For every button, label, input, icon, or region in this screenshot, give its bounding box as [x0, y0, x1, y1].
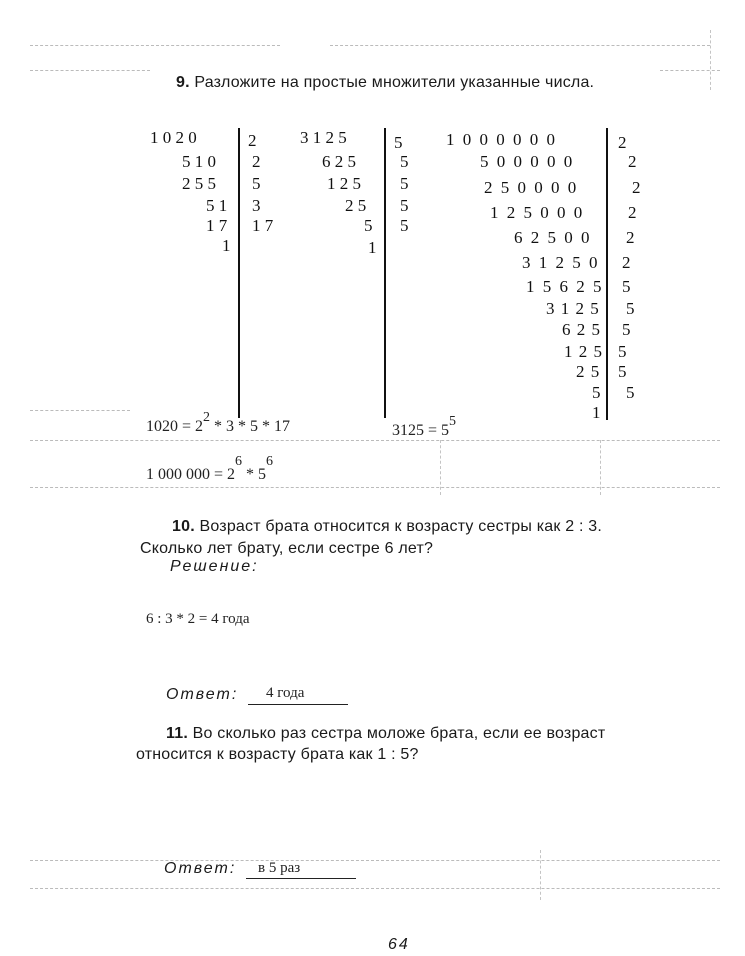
task10-text: Возраст брата относится к возрасту сестры как 2 : 3. [199, 518, 603, 535]
answer-underline [246, 878, 356, 879]
dividend: 5 1 [206, 196, 228, 215]
dividend: 5 0 0 0 0 0 [480, 152, 575, 171]
scan-noise [30, 45, 280, 46]
divisor: 5 [618, 362, 627, 381]
division-line [606, 128, 608, 420]
dividend: 6 2 5 0 0 [514, 228, 592, 247]
divisor: 5 [626, 299, 635, 318]
dividend: 2 5 [576, 362, 601, 381]
result-3125 [392, 414, 457, 440]
divisor: 5 [626, 383, 635, 402]
scan-noise [30, 860, 720, 861]
scan-noise [30, 410, 130, 411]
scan-noise [540, 850, 541, 900]
page-number: 64 [388, 936, 410, 953]
answer-value: в 5 раз [258, 860, 301, 876]
dividend: 1 0 0 0 0 0 0 [446, 130, 557, 149]
dividend: 1 2 5 [327, 174, 361, 193]
dividend: 3 1 2 5 [300, 128, 347, 147]
scan-noise [30, 487, 720, 488]
task9-number: 9. [176, 74, 190, 91]
result-1000000-mid: * 5 [242, 466, 267, 483]
task10-line1 [172, 516, 602, 538]
divisor: 5 [252, 174, 261, 193]
task11-number: 11. [166, 725, 188, 742]
divisor: 2 [252, 152, 261, 171]
dividend: 1 2 5 [564, 342, 603, 361]
answer-label: Ответ: [166, 686, 239, 703]
result-1020-rest: * 3 * 5 * 17 [210, 418, 291, 435]
result-1020-exponent: 2 [203, 410, 211, 425]
dividend: 3 1 2 5 0 [522, 253, 600, 272]
divisor: 2 [632, 178, 641, 197]
result-1000000-base: 1 000 000 = 2 [146, 466, 236, 483]
solution-text: 6 : 3 * 2 = 4 года [146, 611, 250, 627]
task9-heading [176, 72, 594, 94]
result-1020 [146, 410, 291, 436]
dividend: 1 [222, 236, 231, 255]
dividend: 1 7 [206, 216, 228, 235]
divisor: 2 [628, 203, 637, 222]
dividend: 1 [592, 403, 601, 422]
divisor: 5 [622, 320, 631, 339]
answer-label: Ответ: [164, 860, 237, 877]
dividend: 5 [364, 216, 373, 235]
divisor: 5 [400, 174, 409, 193]
dividend: 2 5 5 [182, 174, 216, 193]
divisor: 2 [628, 152, 637, 171]
result-1000000-exponent-2: 6 [235, 454, 243, 469]
divisor: 2 [618, 133, 627, 152]
scan-noise [330, 45, 710, 46]
task11-text: Во сколько раз сестра моложе брата, если ее возраст [192, 725, 606, 742]
task9-text: Разложите на простые множители указанные числа. [194, 74, 595, 91]
answer-value: 4 года [266, 685, 305, 701]
dividend: 6 2 5 [322, 152, 356, 171]
dividend: 1 5 6 2 5 [526, 277, 604, 296]
dividend: 6 2 5 [562, 320, 601, 339]
task11-line2: относится к возрасту брата как 1 : 5? [136, 746, 419, 763]
dividend: 1 0 2 0 [150, 128, 197, 147]
task10-line2: Сколько лет брату, если сестре 6 лет? [140, 540, 434, 557]
result-3125-exponent: 5 [449, 414, 457, 429]
dividend: 1 2 5 0 0 0 [490, 203, 585, 222]
dividend: 3 1 2 5 [546, 299, 600, 318]
divisor: 2 [626, 228, 635, 247]
divisor: 5 [400, 152, 409, 171]
result-1000000 [146, 454, 274, 484]
divisor: 5 [400, 216, 409, 235]
divisor: 2 [248, 131, 257, 150]
task10-number: 10. [172, 518, 195, 535]
result-1000000-exponent-5: 6 [266, 454, 274, 469]
divisor: 2 [622, 253, 631, 272]
dividend: 1 [368, 238, 377, 257]
task11-line1 [166, 723, 605, 745]
divisor: 5 [618, 342, 627, 361]
scan-noise [600, 440, 601, 495]
result-1020-base: 1020 = 2 [146, 418, 204, 435]
result-3125-base: 3125 = 5 [392, 422, 450, 439]
divisor: 3 [252, 196, 261, 215]
division-line [238, 128, 240, 418]
divisor: 5 [622, 277, 631, 296]
scan-noise [710, 30, 711, 90]
division-line [384, 128, 386, 418]
scan-noise [440, 440, 441, 495]
dividend: 5 [592, 383, 601, 402]
dividend: 5 1 0 [182, 152, 216, 171]
dividend: 2 5 [345, 196, 367, 215]
solution-label: Решение: [170, 558, 259, 575]
divisor: 5 [394, 133, 403, 152]
answer-underline [248, 704, 348, 705]
divisor: 1 7 [252, 216, 274, 235]
divisor: 5 [400, 196, 409, 215]
scan-noise [30, 70, 150, 71]
scan-noise [660, 70, 720, 71]
scan-noise [30, 888, 720, 889]
dividend: 2 5 0 0 0 0 [484, 178, 579, 197]
scan-noise [30, 440, 720, 441]
